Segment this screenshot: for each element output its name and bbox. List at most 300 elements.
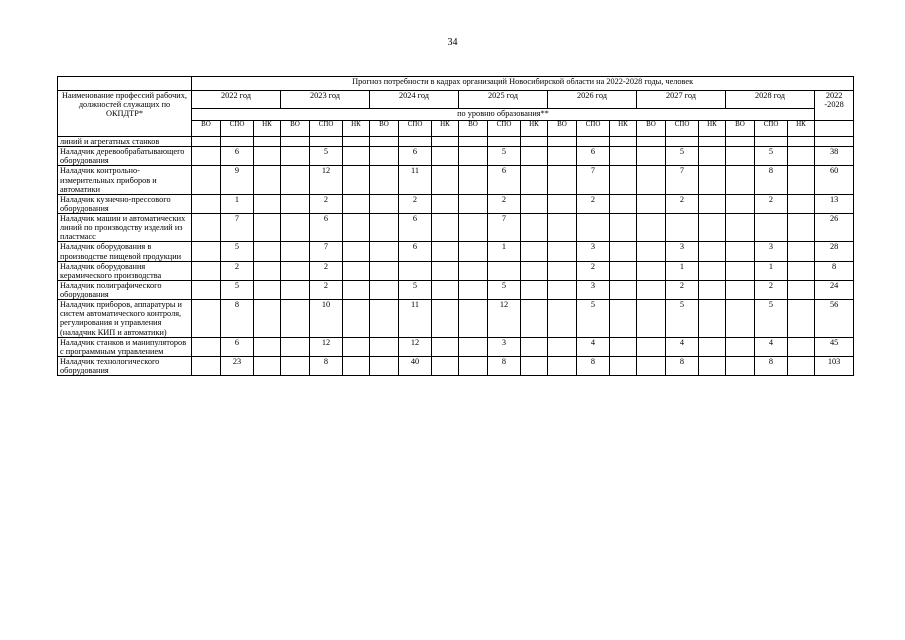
value-vo [726, 280, 755, 299]
value-vo [370, 242, 399, 261]
value-nk [610, 214, 637, 242]
value-nk [432, 137, 459, 147]
value-nk [432, 214, 459, 242]
value-vo [281, 337, 310, 356]
value-nk [521, 214, 548, 242]
value-spo: 8 [310, 356, 343, 375]
profession-name: Наладчик полиграфического оборудования [58, 280, 192, 299]
value-spo: 7 [488, 214, 521, 242]
value-spo: 12 [310, 166, 343, 194]
value-spo: 7 [577, 166, 610, 194]
value-nk [788, 337, 815, 356]
value-total: 26 [815, 214, 854, 242]
level-header-nk: НК [521, 121, 548, 137]
value-spo: 7 [221, 214, 254, 242]
value-nk [254, 214, 281, 242]
value-vo [281, 166, 310, 194]
value-vo [726, 300, 755, 338]
value-nk [521, 356, 548, 375]
value-nk [788, 242, 815, 261]
value-spo: 5 [488, 280, 521, 299]
value-nk [254, 356, 281, 375]
value-nk [254, 137, 281, 147]
value-spo: 1 [666, 261, 699, 280]
value-vo [637, 147, 666, 166]
level-header-spo: СПО [577, 121, 610, 137]
value-vo [370, 166, 399, 194]
value-spo: 2 [310, 280, 343, 299]
value-spo: 2 [755, 280, 788, 299]
value-nk [254, 280, 281, 299]
value-vo [192, 242, 221, 261]
value-vo [192, 166, 221, 194]
value-total [815, 137, 854, 147]
value-nk [343, 137, 370, 147]
value-spo: 2 [577, 261, 610, 280]
year-header: 2025 год [459, 91, 548, 109]
value-nk [788, 261, 815, 280]
value-spo [488, 137, 521, 147]
level-header-vo: ВО [192, 121, 221, 137]
value-nk [343, 242, 370, 261]
value-nk [788, 356, 815, 375]
value-nk [254, 194, 281, 213]
value-spo: 5 [221, 242, 254, 261]
value-nk [610, 166, 637, 194]
value-nk [788, 214, 815, 242]
value-spo: 12 [310, 337, 343, 356]
year-header: 2024 год [370, 91, 459, 109]
value-spo: 5 [666, 147, 699, 166]
table-row [58, 300, 854, 338]
value-nk [610, 280, 637, 299]
value-spo: 12 [399, 337, 432, 356]
value-spo [577, 137, 610, 147]
value-spo: 8 [488, 356, 521, 375]
value-vo [192, 137, 221, 147]
title-corner-cell [58, 77, 192, 91]
value-nk [254, 261, 281, 280]
value-nk [432, 166, 459, 194]
value-vo [548, 261, 577, 280]
value-vo [370, 194, 399, 213]
value-vo [192, 337, 221, 356]
value-vo [370, 137, 399, 147]
value-spo: 1 [488, 242, 521, 261]
value-nk [432, 280, 459, 299]
value-spo: 6 [399, 242, 432, 261]
value-nk [788, 147, 815, 166]
value-nk [521, 261, 548, 280]
table-row [58, 166, 854, 194]
year-header: 2027 год [637, 91, 726, 109]
value-nk [254, 337, 281, 356]
value-vo [726, 147, 755, 166]
value-vo [459, 194, 488, 213]
value-vo [192, 300, 221, 338]
value-vo [281, 194, 310, 213]
value-spo: 11 [399, 166, 432, 194]
profession-name: Наладчик технологического оборудования [58, 356, 192, 375]
value-spo: 10 [310, 300, 343, 338]
value-spo: 2 [310, 194, 343, 213]
value-nk [521, 166, 548, 194]
value-nk [788, 194, 815, 213]
value-nk [610, 337, 637, 356]
value-vo [281, 356, 310, 375]
value-vo [370, 337, 399, 356]
value-vo [726, 137, 755, 147]
value-nk [254, 166, 281, 194]
value-spo: 1 [755, 261, 788, 280]
value-nk [699, 356, 726, 375]
value-spo: 4 [577, 337, 610, 356]
value-nk [254, 242, 281, 261]
value-nk [699, 261, 726, 280]
value-vo [281, 137, 310, 147]
table-row [58, 356, 854, 375]
profession-name: Наладчик оборудования керамического производства [58, 261, 192, 280]
value-nk [432, 261, 459, 280]
value-spo: 6 [488, 166, 521, 194]
value-nk [343, 356, 370, 375]
value-vo [370, 147, 399, 166]
value-spo: 2 [577, 194, 610, 213]
level-header-vo: ВО [459, 121, 488, 137]
profession-name: Наладчик кузнечно-прессового оборудования [58, 194, 192, 213]
level-header-spo: СПО [221, 121, 254, 137]
value-spo: 6 [577, 147, 610, 166]
value-vo [548, 147, 577, 166]
value-spo: 2 [666, 280, 699, 299]
level-header-nk: НК [343, 121, 370, 137]
value-spo: 5 [755, 300, 788, 338]
value-total: 38 [815, 147, 854, 166]
value-vo [548, 194, 577, 213]
value-spo: 2 [666, 194, 699, 213]
profession-name: Наладчик станков и манипуляторов с программным управлением [58, 337, 192, 356]
level-header-vo: ВО [370, 121, 399, 137]
value-vo [726, 242, 755, 261]
value-spo: 12 [488, 300, 521, 338]
level-header-nk: НК [254, 121, 281, 137]
value-spo: 23 [221, 356, 254, 375]
value-spo: 3 [666, 242, 699, 261]
value-vo [637, 137, 666, 147]
value-vo [370, 261, 399, 280]
table-row [58, 280, 854, 299]
value-vo [548, 166, 577, 194]
value-vo [370, 214, 399, 242]
value-nk [343, 280, 370, 299]
value-spo: 5 [755, 147, 788, 166]
value-total: 56 [815, 300, 854, 338]
value-vo [459, 242, 488, 261]
value-vo [459, 356, 488, 375]
value-vo [726, 337, 755, 356]
value-nk [343, 147, 370, 166]
value-spo: 6 [310, 214, 343, 242]
value-nk [521, 194, 548, 213]
value-nk [610, 137, 637, 147]
value-spo: 6 [399, 147, 432, 166]
value-spo: 9 [221, 166, 254, 194]
value-spo [577, 214, 610, 242]
value-vo [459, 137, 488, 147]
value-nk [610, 194, 637, 213]
value-nk [610, 356, 637, 375]
level-header-vo: ВО [548, 121, 577, 137]
value-nk [521, 280, 548, 299]
value-nk [432, 194, 459, 213]
value-spo: 2 [310, 261, 343, 280]
value-nk [343, 300, 370, 338]
level-header-vo: ВО [281, 121, 310, 137]
value-vo [459, 261, 488, 280]
value-vo [192, 214, 221, 242]
value-total: 45 [815, 337, 854, 356]
value-spo [755, 214, 788, 242]
value-vo [637, 214, 666, 242]
profession-name: Наладчик машин и автоматических линий по производству изделий из пластмасс [58, 214, 192, 242]
level-header-nk: НК [788, 121, 815, 137]
value-vo [281, 147, 310, 166]
value-vo [548, 337, 577, 356]
value-vo [548, 137, 577, 147]
value-total: 60 [815, 166, 854, 194]
value-spo [221, 137, 254, 147]
value-spo: 8 [666, 356, 699, 375]
value-vo [192, 280, 221, 299]
value-nk [343, 194, 370, 213]
value-spo: 8 [577, 356, 610, 375]
value-nk [699, 194, 726, 213]
title-row [58, 77, 854, 91]
value-vo [281, 242, 310, 261]
value-vo [370, 300, 399, 338]
value-nk [699, 166, 726, 194]
value-nk [788, 300, 815, 338]
value-nk [699, 137, 726, 147]
value-nk [343, 337, 370, 356]
profession-name: Наладчик контрольно-измерительных приборов и автоматики [58, 166, 192, 194]
value-vo [370, 356, 399, 375]
value-vo [637, 356, 666, 375]
value-spo: 2 [221, 261, 254, 280]
value-spo: 7 [666, 166, 699, 194]
value-spo [399, 137, 432, 147]
value-spo: 6 [221, 337, 254, 356]
table-row [58, 214, 854, 242]
value-vo [548, 356, 577, 375]
value-vo [548, 242, 577, 261]
table-row [58, 242, 854, 261]
value-vo [281, 261, 310, 280]
value-nk [610, 261, 637, 280]
value-vo [726, 261, 755, 280]
value-vo [637, 300, 666, 338]
value-spo: 8 [221, 300, 254, 338]
value-total: 13 [815, 194, 854, 213]
value-nk [610, 147, 637, 166]
value-nk [343, 214, 370, 242]
value-vo [459, 300, 488, 338]
value-spo: 8 [755, 356, 788, 375]
value-vo [370, 280, 399, 299]
value-nk [699, 337, 726, 356]
value-nk [610, 242, 637, 261]
value-vo [192, 194, 221, 213]
value-nk [699, 300, 726, 338]
value-nk [254, 300, 281, 338]
value-vo [726, 356, 755, 375]
profession-name: линий и агрегатных станков [58, 137, 192, 147]
value-nk [788, 166, 815, 194]
value-vo [281, 280, 310, 299]
value-vo [281, 214, 310, 242]
value-vo [637, 166, 666, 194]
education-level-header: по уровню образования** [192, 109, 815, 121]
value-spo [755, 137, 788, 147]
value-vo [192, 147, 221, 166]
profession-name: Наладчик приборов, аппаратуры и систем автоматического контроля, регулирования и управления (наладчик КИП и автоматики) [58, 300, 192, 338]
value-vo [637, 280, 666, 299]
value-nk [432, 147, 459, 166]
value-spo: 8 [755, 166, 788, 194]
value-spo: 2 [399, 194, 432, 213]
value-nk [343, 261, 370, 280]
value-spo [488, 261, 521, 280]
value-spo: 5 [666, 300, 699, 338]
forecast-table [57, 76, 854, 376]
value-spo [399, 261, 432, 280]
value-vo [637, 242, 666, 261]
table-row [58, 261, 854, 280]
value-spo: 40 [399, 356, 432, 375]
value-vo [637, 194, 666, 213]
value-spo: 3 [755, 242, 788, 261]
value-vo [281, 300, 310, 338]
value-vo [459, 166, 488, 194]
value-spo: 5 [221, 280, 254, 299]
value-nk [343, 166, 370, 194]
value-nk [788, 137, 815, 147]
table-row [58, 337, 854, 356]
value-vo [726, 194, 755, 213]
total-level-blank [815, 121, 854, 137]
value-spo: 3 [488, 337, 521, 356]
level-header-spo: СПО [755, 121, 788, 137]
year-header: 2026 год [548, 91, 637, 109]
level-header-spo: СПО [666, 121, 699, 137]
value-spo: 3 [577, 280, 610, 299]
value-nk [432, 242, 459, 261]
value-vo [459, 280, 488, 299]
value-spo: 6 [399, 214, 432, 242]
value-spo: 1 [221, 194, 254, 213]
value-vo [726, 214, 755, 242]
value-spo [310, 137, 343, 147]
value-vo [637, 337, 666, 356]
profession-name-header: Наименование профессий рабочих, должностей служащих по ОКПДТР* [58, 91, 192, 137]
value-nk [610, 300, 637, 338]
value-spo: 4 [666, 337, 699, 356]
value-vo [548, 300, 577, 338]
value-vo [192, 261, 221, 280]
level-header-nk: НК [699, 121, 726, 137]
value-nk [699, 242, 726, 261]
value-total: 24 [815, 280, 854, 299]
level-header-spo: СПО [310, 121, 343, 137]
table-title: Прогноз потребности в кадрах организаций Новосибирской области на 2022-2028 годы, человек [192, 77, 854, 91]
profession-name: Наладчик деревообрабатывающего оборудования [58, 147, 192, 166]
value-nk [521, 300, 548, 338]
value-spo: 5 [488, 147, 521, 166]
value-nk [432, 337, 459, 356]
table-row [58, 137, 854, 147]
year-header-row [58, 91, 854, 109]
level-header-spo: СПО [488, 121, 521, 137]
level-header-spo: СПО [399, 121, 432, 137]
page-number: 34 [447, 37, 458, 48]
value-spo [666, 137, 699, 147]
table-row [58, 147, 854, 166]
value-vo [459, 337, 488, 356]
value-vo [548, 280, 577, 299]
table-row [58, 194, 854, 213]
value-spo: 11 [399, 300, 432, 338]
value-nk [432, 356, 459, 375]
value-vo [637, 261, 666, 280]
year-header: 2023 год [281, 91, 370, 109]
value-nk [254, 147, 281, 166]
value-nk [521, 137, 548, 147]
level-header-nk: НК [432, 121, 459, 137]
value-nk [521, 147, 548, 166]
value-vo [459, 147, 488, 166]
value-nk [521, 242, 548, 261]
value-nk [699, 147, 726, 166]
value-nk [521, 337, 548, 356]
value-vo [548, 214, 577, 242]
value-spo: 2 [755, 194, 788, 213]
level-header-vo: ВО [726, 121, 755, 137]
value-spo: 7 [310, 242, 343, 261]
level-header-vo: ВО [637, 121, 666, 137]
value-spo: 2 [488, 194, 521, 213]
total-header: 2022 -2028 [815, 91, 854, 121]
value-total: 28 [815, 242, 854, 261]
value-nk [699, 214, 726, 242]
value-nk [699, 280, 726, 299]
value-total: 8 [815, 261, 854, 280]
value-total: 103 [815, 356, 854, 375]
year-header: 2028 год [726, 91, 815, 109]
value-spo: 6 [221, 147, 254, 166]
value-nk [788, 280, 815, 299]
value-spo: 5 [310, 147, 343, 166]
value-vo [459, 214, 488, 242]
value-spo [666, 214, 699, 242]
value-vo [726, 166, 755, 194]
value-spo: 5 [399, 280, 432, 299]
profession-name: Наладчик оборудования в производстве пищевой продукции [58, 242, 192, 261]
value-nk [432, 300, 459, 338]
level-header-nk: НК [610, 121, 637, 137]
value-spo: 4 [755, 337, 788, 356]
year-header: 2022 год [192, 91, 281, 109]
value-vo [192, 356, 221, 375]
